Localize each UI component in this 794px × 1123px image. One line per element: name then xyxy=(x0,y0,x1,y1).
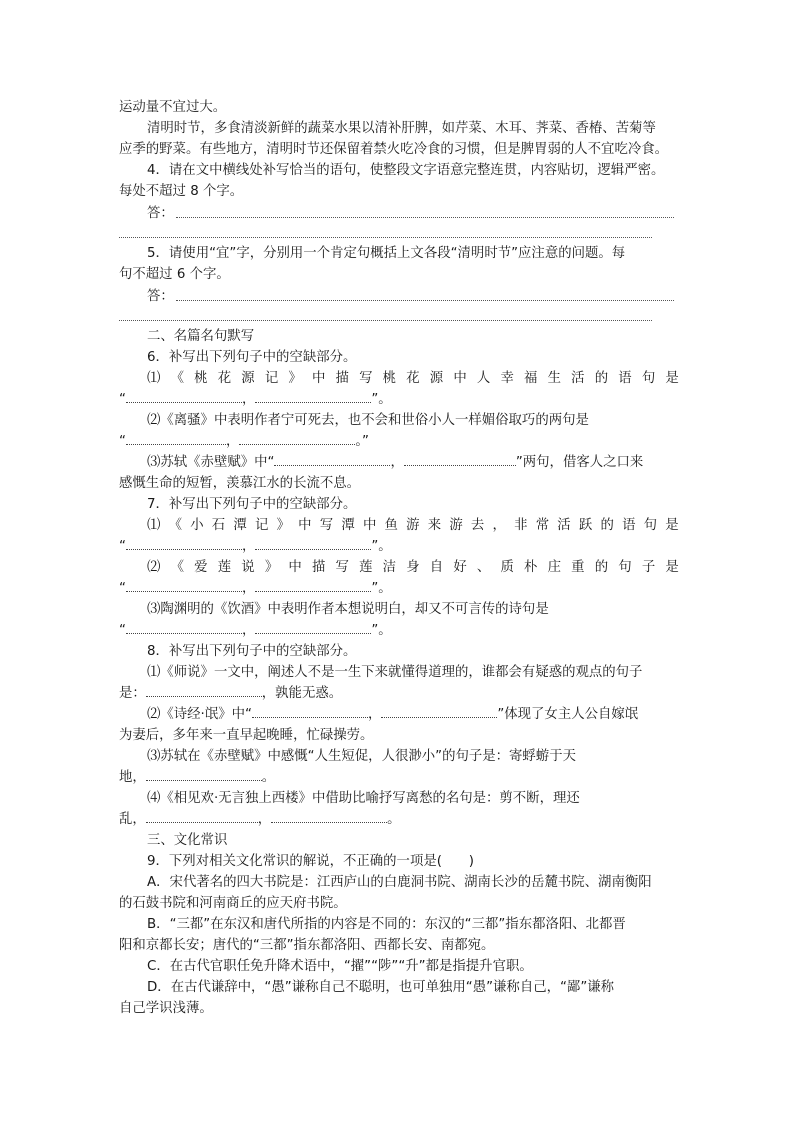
q8-item2-cont: 为妻后，多年来一直早起晚睡，忙碌操劳。 xyxy=(119,728,374,743)
q6-item2-blanks: “ ， 。” xyxy=(119,434,369,449)
blank[interactable] xyxy=(146,770,262,781)
option-d-cont: 自己学识浅薄。 xyxy=(119,1001,213,1016)
intro-paragraph-line: 应季的野菜。有些地方，清明时节还保留着禁火吃冷食的习惯，但是脾胃弱的人不宜吃冷食。 xyxy=(119,142,669,157)
q7-item1-line: ⑴ 《 小 石 潭 记 》 中 写 潭 中 鱼 游 来 游 去 ， 非 常 活 跃 的 语 句 是 xyxy=(147,518,679,533)
q6-item3: ⑶苏轼《赤壁赋》中“ ， ”两句，借客人之口来 xyxy=(147,455,644,470)
q8-item1: ⑴《师说》一文中，阐述人不是一生下来就懂得道理的，谁都会有疑惑的观点的句子 xyxy=(147,665,643,680)
answer-line[interactable] xyxy=(176,217,674,218)
answer-line[interactable] xyxy=(119,320,652,321)
option-b-cont: 阳和京都长安；唐代的“三都”指东都洛阳、西都长安、南都宛。 xyxy=(119,938,495,953)
q6-item1-blanks: “ ， ”。 xyxy=(119,392,392,407)
blank[interactable] xyxy=(146,686,262,697)
blank[interactable] xyxy=(146,812,258,823)
blank[interactable] xyxy=(126,623,242,634)
q7-item2-line: ⑵ 《 爱 莲 说 》 中 描 写 莲 洁 身 自 好 、 质 朴 庄 重 的 句 子 是 xyxy=(147,560,679,575)
question-8: 8．补写出下列句子中的空缺部分。 xyxy=(147,644,357,659)
section-heading: 二、名篇名句默写 xyxy=(147,329,255,344)
blank[interactable] xyxy=(126,392,242,403)
question-5: 5．请使用“宜”字，分别用一个肯定句概括上文各段“清明时节”应注意的问题。每 xyxy=(147,246,626,261)
option-c[interactable]: C．在古代官职任免升降术语中，“擢”“陟”“升”都是指提升官职。 xyxy=(147,959,533,974)
intro-line: 运动量不宜过大。 xyxy=(119,100,227,115)
question-4: 4．请在文中横线处补写恰当的语句，使整段文字语意完整连贯，内容贴切，逻辑严密。 xyxy=(147,163,665,178)
q8-item3: ⑶苏轼在《赤壁赋》中感慨“人生短促，人很渺小”的句子是：寄蜉蝣于天 xyxy=(147,749,576,764)
option-a[interactable]: A．宋代著名的四大书院是：江西庐山的白鹿洞书院、湖南长沙的岳麓书院、湖南衡阳 xyxy=(147,875,652,890)
section-heading: 三、文化常识 xyxy=(147,833,228,848)
question-5-cont: 句不超过 6 个字。 xyxy=(119,267,230,282)
blank[interactable] xyxy=(255,623,371,634)
q8-item4: ⑷《相见欢·无言独上西楼》中借助比喻抒写离愁的名句是：剪不断，理还 xyxy=(147,791,580,806)
option-d[interactable]: D．在古代谦辞中，“愚”谦称自己不聪明，也可单独用“愚”谦称自己，“鄙”谦称 xyxy=(147,980,615,995)
blank[interactable] xyxy=(239,434,355,445)
answer-line[interactable] xyxy=(119,237,652,238)
blank[interactable] xyxy=(126,434,226,445)
blank[interactable] xyxy=(271,812,387,823)
question-4-cont: 每处不超过 8 个字。 xyxy=(119,184,244,199)
blank[interactable] xyxy=(255,539,371,550)
q8-item4-cont: 乱， ， 。 xyxy=(119,812,401,827)
blank[interactable] xyxy=(255,581,371,592)
q6-item2: ⑵《离骚》中表明作者宁可死去，也不会和世俗小人一样媚俗取巧的两句是 xyxy=(147,413,589,428)
q7-item1-blanks: “ ， ”。 xyxy=(119,539,392,554)
q7-item2-blanks: “ ， ”。 xyxy=(119,581,392,596)
q8-item2: ⑵《诗经·氓》中“ ， ”体现了女主人公自嫁氓 xyxy=(147,707,639,722)
question-7: 7．补写出下列句子中的空缺部分。 xyxy=(147,497,357,512)
blank[interactable] xyxy=(255,392,371,403)
option-a-cont: 的石鼓书院和河南商丘的应天府书院。 xyxy=(119,896,347,911)
blank[interactable] xyxy=(381,707,497,718)
blank[interactable] xyxy=(274,455,390,466)
q8-item1-cont: 是： ，孰能无惑。 xyxy=(119,686,343,701)
intro-paragraph-line: 清明时节，多食清淡新鲜的蔬菜水果以清补肝脾，如芹菜、木耳、荠菜、香椿、苦菊等 xyxy=(147,121,656,136)
question-9: 9．下列对相关文化常识的解说，不正确的一项是( ) xyxy=(147,854,474,869)
q6-item1-line: ⑴ 《 桃 花 源 记 》 中 描 写 桃 花 源 中 人 幸 福 生 活 的 语 句 是 xyxy=(147,371,679,386)
q7-item3-blanks: “ ， ”。 xyxy=(119,623,392,638)
answer-label: 答： xyxy=(147,289,174,304)
answer-label: 答： xyxy=(147,206,174,221)
answer-line[interactable] xyxy=(176,300,674,301)
q8-item3-cont: 地， 。 xyxy=(119,770,276,785)
option-b[interactable]: B．“三都”在东汉和唐代所指的内容是不同的：东汉的“三都”指东都洛阳、北都晋 xyxy=(147,917,626,932)
blank[interactable] xyxy=(126,581,242,592)
blank[interactable] xyxy=(404,455,516,466)
q6-item3-cont: 感慨生命的短暂，羡慕江水的长流不息。 xyxy=(119,476,361,491)
q7-item3: ⑶陶渊明的《饮酒》中表明作者本想说明白，却又不可言传的诗句是 xyxy=(147,602,549,617)
blank[interactable] xyxy=(252,707,368,718)
question-6: 6．补写出下列句子中的空缺部分。 xyxy=(147,350,357,365)
blank[interactable] xyxy=(126,539,242,550)
